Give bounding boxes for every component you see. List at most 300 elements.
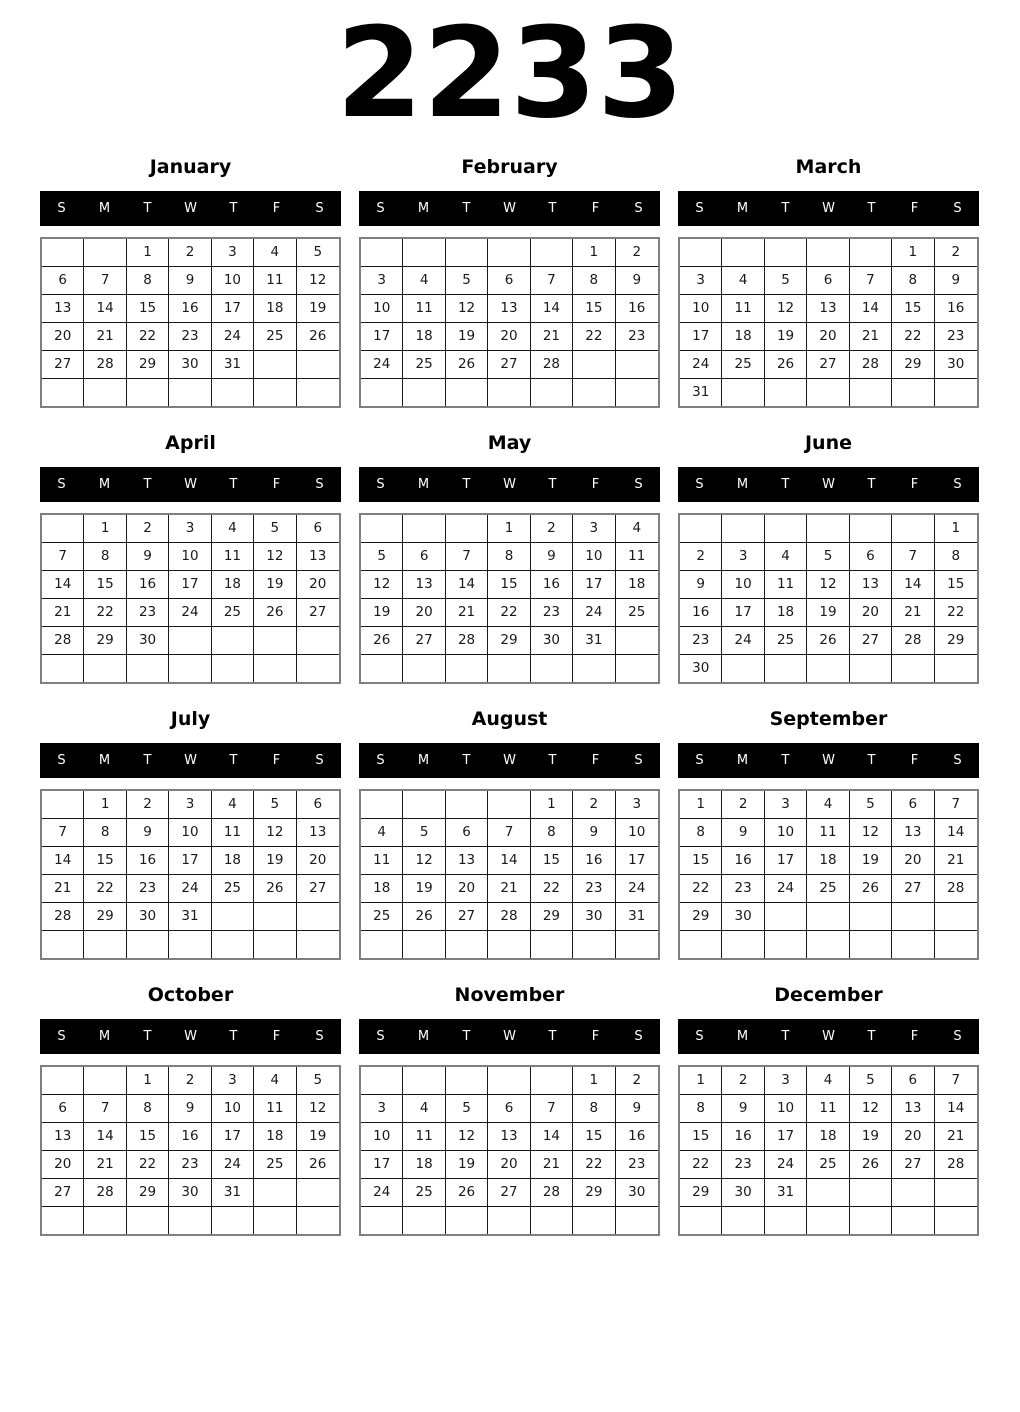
weekday-label: M [736, 752, 749, 768]
day-cell: 7 [935, 1067, 977, 1095]
day-cell: 18 [807, 847, 849, 875]
weekday-label: T [143, 752, 152, 768]
day-cell: 14 [84, 295, 126, 323]
month-title: April [165, 431, 216, 454]
day-cell: 17 [680, 323, 722, 351]
day-cell: 17 [361, 1151, 403, 1179]
day-cell: 5 [850, 1067, 892, 1095]
day-cell: 18 [765, 599, 807, 627]
empty-day-cell [573, 379, 615, 406]
weekday-label: W [184, 752, 197, 768]
weekday-label: W [822, 1028, 835, 1044]
day-cell: 7 [42, 543, 84, 571]
empty-day-cell [616, 379, 658, 406]
day-cell: 1 [127, 1067, 169, 1095]
weekday-label: W [822, 476, 835, 492]
weekday-label: T [548, 476, 557, 492]
weekday-label: T [462, 1028, 471, 1044]
day-cell: 16 [616, 295, 658, 323]
empty-day-cell [850, 515, 892, 543]
day-cell: 4 [807, 1067, 849, 1095]
day-cell: 6 [42, 267, 84, 295]
weekday-label: W [184, 476, 197, 492]
empty-day-cell [807, 515, 849, 543]
empty-day-cell [722, 239, 764, 267]
day-cell: 2 [127, 515, 169, 543]
empty-day-cell [892, 931, 934, 958]
day-cell: 29 [488, 627, 530, 655]
day-cell: 1 [127, 239, 169, 267]
empty-day-cell [169, 655, 211, 682]
weekday-label: S [695, 476, 704, 492]
month-block [40, 984, 341, 1236]
empty-day-cell [84, 239, 126, 267]
empty-day-cell [403, 379, 445, 406]
day-cell: 10 [765, 1095, 807, 1123]
day-cell: 29 [531, 903, 573, 931]
empty-day-cell [403, 1207, 445, 1234]
day-cell: 30 [127, 903, 169, 931]
empty-day-cell [446, 1207, 488, 1234]
day-cell: 7 [84, 1095, 126, 1123]
empty-day-cell [403, 1067, 445, 1095]
month-date-grid [678, 789, 979, 960]
day-cell: 8 [935, 543, 977, 571]
day-cell: 11 [616, 543, 658, 571]
day-cell: 11 [254, 267, 296, 295]
day-cell: 22 [892, 323, 934, 351]
empty-day-cell [297, 1179, 339, 1207]
empty-day-cell [361, 379, 403, 406]
day-cell: 5 [403, 819, 445, 847]
empty-day-cell [403, 515, 445, 543]
weekday-label: T [781, 476, 790, 492]
day-cell: 27 [42, 1179, 84, 1207]
day-cell: 4 [616, 515, 658, 543]
month-date-grid [359, 513, 660, 684]
day-cell: 25 [403, 351, 445, 379]
weekday-label: S [695, 1028, 704, 1044]
day-cell: 3 [722, 543, 764, 571]
weekday-label: T [229, 752, 238, 768]
day-cell: 23 [573, 875, 615, 903]
day-cell: 14 [84, 1123, 126, 1151]
day-cell: 12 [254, 543, 296, 571]
day-cell: 25 [722, 351, 764, 379]
day-cell: 29 [680, 903, 722, 931]
empty-day-cell [403, 791, 445, 819]
empty-day-cell [297, 379, 339, 406]
day-cell: 4 [403, 1095, 445, 1123]
day-cell: 13 [850, 571, 892, 599]
day-cell: 12 [254, 819, 296, 847]
day-cell: 27 [446, 903, 488, 931]
day-cell: 19 [403, 875, 445, 903]
weekday-label: M [98, 200, 111, 216]
day-cell: 26 [254, 875, 296, 903]
empty-day-cell [297, 655, 339, 682]
empty-day-cell [850, 931, 892, 958]
empty-day-cell [42, 239, 84, 267]
day-cell: 10 [680, 295, 722, 323]
day-cell: 6 [892, 791, 934, 819]
day-cell: 28 [935, 1151, 977, 1179]
day-cell: 6 [403, 543, 445, 571]
day-cell: 29 [84, 903, 126, 931]
month-date-grid [359, 789, 660, 960]
day-cell: 26 [297, 1151, 339, 1179]
day-cell: 10 [169, 819, 211, 847]
month-title: November [454, 983, 565, 1006]
weekday-label: S [953, 1028, 962, 1044]
day-cell: 15 [488, 571, 530, 599]
weekday-label: T [781, 1028, 790, 1044]
day-cell: 4 [361, 819, 403, 847]
day-cell: 24 [212, 1151, 254, 1179]
weekday-label: S [57, 752, 66, 768]
day-cell: 10 [361, 1123, 403, 1151]
day-cell: 3 [765, 1067, 807, 1095]
weekday-label: F [272, 1028, 281, 1044]
empty-day-cell [84, 931, 126, 958]
day-cell: 27 [892, 875, 934, 903]
weekday-label: T [781, 200, 790, 216]
day-cell: 14 [42, 847, 84, 875]
month-title: August [471, 707, 548, 730]
day-cell: 31 [680, 379, 722, 406]
weekday-label: S [376, 1028, 385, 1044]
day-cell: 31 [765, 1179, 807, 1207]
weekday-label: T [462, 476, 471, 492]
month-block [678, 708, 979, 960]
empty-day-cell [42, 655, 84, 682]
day-cell: 2 [169, 1067, 211, 1095]
day-cell: 19 [765, 323, 807, 351]
day-cell: 16 [935, 295, 977, 323]
empty-day-cell [765, 1207, 807, 1234]
weekday-label: M [98, 752, 111, 768]
weekday-label: F [272, 200, 281, 216]
day-cell: 28 [488, 903, 530, 931]
empty-day-cell [84, 655, 126, 682]
day-cell: 18 [403, 323, 445, 351]
day-cell: 19 [297, 295, 339, 323]
month-title: July [170, 707, 211, 730]
day-cell: 26 [254, 599, 296, 627]
empty-day-cell [127, 655, 169, 682]
month-title: February [461, 155, 558, 178]
day-cell: 8 [127, 1095, 169, 1123]
day-cell: 29 [892, 351, 934, 379]
weekday-label: T [143, 476, 152, 492]
day-cell: 23 [722, 875, 764, 903]
weekday-label: S [634, 200, 643, 216]
month-block [678, 156, 979, 408]
day-cell: 21 [531, 323, 573, 351]
day-cell: 26 [297, 323, 339, 351]
day-cell: 20 [403, 599, 445, 627]
day-cell: 24 [722, 627, 764, 655]
empty-day-cell [892, 1179, 934, 1207]
day-cell: 14 [935, 819, 977, 847]
day-cell: 12 [850, 1095, 892, 1123]
day-cell: 15 [84, 847, 126, 875]
weekday-label: M [736, 1028, 749, 1044]
day-cell: 6 [42, 1095, 84, 1123]
empty-day-cell [722, 379, 764, 406]
day-cell: 5 [254, 515, 296, 543]
weekday-label: M [417, 476, 430, 492]
day-cell: 31 [616, 903, 658, 931]
day-cell: 24 [212, 323, 254, 351]
day-cell: 22 [84, 875, 126, 903]
day-cell: 5 [446, 1095, 488, 1123]
day-cell: 19 [850, 1123, 892, 1151]
empty-day-cell [403, 239, 445, 267]
day-cell: 15 [127, 295, 169, 323]
empty-day-cell [403, 931, 445, 958]
empty-day-cell [616, 351, 658, 379]
weekday-label: T [229, 200, 238, 216]
day-cell: 6 [892, 1067, 934, 1095]
day-cell: 3 [212, 239, 254, 267]
day-cell: 5 [297, 239, 339, 267]
day-cell: 18 [361, 875, 403, 903]
day-cell: 15 [892, 295, 934, 323]
empty-day-cell [254, 1207, 296, 1234]
day-cell: 1 [488, 515, 530, 543]
day-cell: 14 [42, 571, 84, 599]
day-cell: 24 [361, 1179, 403, 1207]
empty-day-cell [446, 655, 488, 682]
day-cell: 11 [807, 819, 849, 847]
empty-day-cell [169, 627, 211, 655]
day-cell: 15 [84, 571, 126, 599]
day-cell: 5 [446, 267, 488, 295]
day-cell: 2 [935, 239, 977, 267]
day-cell: 10 [169, 543, 211, 571]
day-cell: 21 [446, 599, 488, 627]
day-cell: 27 [403, 627, 445, 655]
day-cell: 22 [127, 1151, 169, 1179]
day-cell: 21 [531, 1151, 573, 1179]
day-cell: 10 [722, 571, 764, 599]
day-cell: 16 [573, 847, 615, 875]
day-cell: 27 [892, 1151, 934, 1179]
day-cell: 27 [297, 875, 339, 903]
weekday-label: T [229, 476, 238, 492]
empty-day-cell [212, 903, 254, 931]
day-cell: 31 [212, 351, 254, 379]
day-cell: 27 [488, 1179, 530, 1207]
weekday-label: W [503, 752, 516, 768]
day-cell: 17 [573, 571, 615, 599]
day-cell: 3 [169, 791, 211, 819]
day-cell: 13 [42, 295, 84, 323]
empty-day-cell [212, 379, 254, 406]
day-cell: 24 [169, 875, 211, 903]
day-cell: 27 [42, 351, 84, 379]
day-cell: 24 [361, 351, 403, 379]
weekday-label: F [910, 476, 919, 492]
day-cell: 14 [892, 571, 934, 599]
day-cell: 7 [892, 543, 934, 571]
month-block [359, 432, 660, 684]
months-grid [0, 156, 1020, 1236]
weekday-label: T [548, 752, 557, 768]
empty-day-cell [765, 379, 807, 406]
day-cell: 15 [531, 847, 573, 875]
day-cell: 9 [722, 819, 764, 847]
day-cell: 23 [531, 599, 573, 627]
day-cell: 19 [297, 1123, 339, 1151]
empty-day-cell [361, 931, 403, 958]
day-cell: 21 [850, 323, 892, 351]
weekday-label: T [462, 200, 471, 216]
day-cell: 2 [722, 1067, 764, 1095]
day-cell: 7 [42, 819, 84, 847]
day-cell: 12 [446, 1123, 488, 1151]
day-cell: 11 [722, 295, 764, 323]
empty-day-cell [212, 931, 254, 958]
day-cell: 24 [616, 875, 658, 903]
empty-day-cell [680, 931, 722, 958]
day-cell: 17 [722, 599, 764, 627]
weekday-label: S [953, 476, 962, 492]
day-cell: 6 [807, 267, 849, 295]
weekday-header-row [40, 1019, 341, 1054]
day-cell: 15 [680, 847, 722, 875]
empty-day-cell [42, 931, 84, 958]
weekday-label: F [591, 476, 600, 492]
day-cell: 8 [892, 267, 934, 295]
day-cell: 24 [680, 351, 722, 379]
empty-day-cell [42, 1207, 84, 1234]
empty-day-cell [488, 931, 530, 958]
day-cell: 12 [765, 295, 807, 323]
day-cell: 10 [616, 819, 658, 847]
day-cell: 20 [488, 323, 530, 351]
day-cell: 28 [42, 903, 84, 931]
day-cell: 25 [807, 875, 849, 903]
weekday-label: W [503, 200, 516, 216]
empty-day-cell [722, 515, 764, 543]
empty-day-cell [361, 655, 403, 682]
empty-day-cell [850, 1179, 892, 1207]
day-cell: 23 [127, 599, 169, 627]
day-cell: 12 [403, 847, 445, 875]
day-cell: 20 [850, 599, 892, 627]
weekday-label: F [910, 752, 919, 768]
weekday-label: T [867, 200, 876, 216]
day-cell: 26 [807, 627, 849, 655]
empty-day-cell [935, 379, 977, 406]
day-cell: 13 [807, 295, 849, 323]
day-cell: 18 [807, 1123, 849, 1151]
weekday-label: M [417, 752, 430, 768]
day-cell: 9 [616, 1095, 658, 1123]
day-cell: 9 [169, 267, 211, 295]
empty-day-cell [807, 903, 849, 931]
day-cell: 7 [446, 543, 488, 571]
day-cell: 2 [680, 543, 722, 571]
empty-day-cell [42, 1067, 84, 1095]
month-date-grid [359, 237, 660, 408]
day-cell: 8 [573, 267, 615, 295]
day-cell: 9 [169, 1095, 211, 1123]
day-cell: 20 [446, 875, 488, 903]
day-cell: 30 [935, 351, 977, 379]
day-cell: 29 [127, 351, 169, 379]
day-cell: 28 [84, 351, 126, 379]
day-cell: 15 [573, 1123, 615, 1151]
day-cell: 3 [573, 515, 615, 543]
empty-day-cell [573, 655, 615, 682]
empty-day-cell [254, 655, 296, 682]
day-cell: 14 [446, 571, 488, 599]
day-cell: 7 [850, 267, 892, 295]
day-cell: 29 [84, 627, 126, 655]
empty-day-cell [254, 903, 296, 931]
empty-day-cell [765, 931, 807, 958]
weekday-label: S [315, 752, 324, 768]
weekday-label: M [98, 476, 111, 492]
empty-day-cell [403, 655, 445, 682]
day-cell: 22 [573, 1151, 615, 1179]
day-cell: 2 [573, 791, 615, 819]
day-cell: 13 [42, 1123, 84, 1151]
empty-day-cell [935, 903, 977, 931]
day-cell: 26 [361, 627, 403, 655]
day-cell: 8 [680, 1095, 722, 1123]
weekday-label: S [634, 1028, 643, 1044]
day-cell: 19 [254, 571, 296, 599]
month-date-grid [678, 513, 979, 684]
weekday-label: S [315, 476, 324, 492]
day-cell: 11 [361, 847, 403, 875]
day-cell: 26 [765, 351, 807, 379]
day-cell: 6 [446, 819, 488, 847]
day-cell: 21 [935, 1123, 977, 1151]
empty-day-cell [850, 379, 892, 406]
day-cell: 4 [807, 791, 849, 819]
empty-day-cell [892, 1207, 934, 1234]
empty-day-cell [488, 239, 530, 267]
day-cell: 20 [42, 1151, 84, 1179]
empty-day-cell [765, 515, 807, 543]
day-cell: 30 [722, 903, 764, 931]
day-cell: 22 [935, 599, 977, 627]
empty-day-cell [531, 931, 573, 958]
empty-day-cell [807, 931, 849, 958]
day-cell: 9 [680, 571, 722, 599]
day-cell: 12 [807, 571, 849, 599]
day-cell: 13 [403, 571, 445, 599]
day-cell: 17 [212, 1123, 254, 1151]
day-cell: 20 [488, 1151, 530, 1179]
day-cell: 11 [403, 295, 445, 323]
day-cell: 22 [84, 599, 126, 627]
month-date-grid [40, 789, 341, 960]
day-cell: 1 [531, 791, 573, 819]
day-cell: 11 [807, 1095, 849, 1123]
weekday-label: F [591, 1028, 600, 1044]
weekday-label: S [315, 1028, 324, 1044]
weekday-label: T [143, 1028, 152, 1044]
empty-day-cell [297, 931, 339, 958]
day-cell: 6 [297, 515, 339, 543]
day-cell: 31 [573, 627, 615, 655]
